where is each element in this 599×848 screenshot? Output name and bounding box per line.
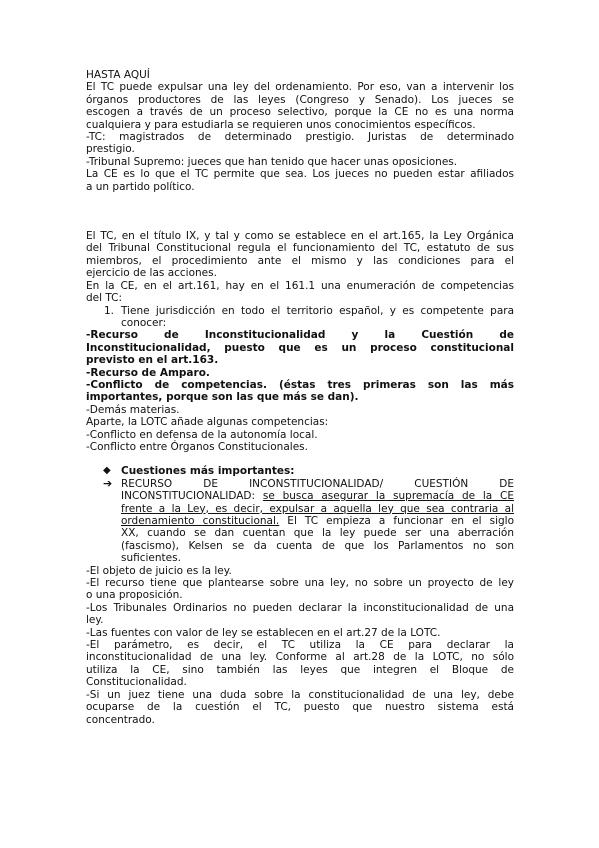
text-line: Constitucionalidad. bbox=[86, 676, 187, 689]
text-line: cualquiera y para estudiarla se requieren unos conocimientos específicos. bbox=[86, 118, 476, 131]
heading-hasta-aqui: HASTA AQUÍ bbox=[86, 69, 150, 81]
text-line: -Recurso de Inconstitucionalidad y la Cuestión de bbox=[86, 329, 514, 342]
text-line: RECURSO DE INCONSTITUCIONALIDAD/ CUESTIÓN DE bbox=[121, 477, 514, 490]
text-line bbox=[121, 490, 514, 502]
text-line: inconstitucionalidad de una ley. Conforme al art.28 de la LOTC, no sólo bbox=[86, 651, 514, 664]
text-line: Tiene jurisdicción en todo el territorio español, y es competente para bbox=[121, 304, 514, 317]
bullet-item-cuestiones bbox=[86, 465, 514, 477]
text-line: o una proposición. bbox=[86, 589, 183, 602]
paragraph-tc-expulsar bbox=[86, 81, 514, 131]
text-line: El TC puede expulsar una ley del ordenamiento. Por eso, van a intervenir los bbox=[86, 81, 514, 94]
text-line: miembros, el procedimiento ante el mismo y las condiciones para el bbox=[86, 254, 514, 267]
numbered-list-item bbox=[86, 305, 514, 330]
text-line: XX, cuando se dan cuentan que la ley puede ser una aberración bbox=[121, 527, 514, 540]
text-line: previsto en el art.163. bbox=[86, 354, 219, 367]
text-line: -Recurso de Amparo. bbox=[86, 366, 210, 379]
text-line: -Conflicto en defensa de la autonomía local. bbox=[86, 428, 318, 441]
underlined-text: se busca asegurar la supremacía de la CE bbox=[262, 490, 514, 503]
paragraph-titulo-ix bbox=[86, 230, 514, 280]
text-line: Cuestiones más importantes: bbox=[121, 465, 295, 478]
text-line bbox=[121, 515, 514, 527]
text-line: El TC, en el título IX, y tal y como se establece en el art.165, la Ley Orgánica bbox=[86, 230, 514, 243]
diamond-bullet-icon: ◆ bbox=[103, 465, 111, 477]
text-line: del TC: bbox=[86, 292, 123, 305]
text-line: -Demás materias. bbox=[86, 403, 180, 416]
text-line: -Conflicto de competencias. (éstas tres primeras son las más bbox=[86, 378, 514, 391]
text-line: (fascismo), Kelsen se da cuenta de que los Parlamentos no son bbox=[121, 539, 514, 552]
text-line: ejercicio de las acciones. bbox=[86, 267, 217, 280]
text-line: -El parámetro, es decir, el TC utiliza la CE para declarar la bbox=[86, 639, 514, 652]
text-line: suficientes. bbox=[121, 552, 181, 565]
text-line: Inconstitucionalidad, puesto que es un proceso constitucional bbox=[86, 341, 514, 354]
arrow-bullet-icon: ➔ bbox=[103, 476, 113, 490]
underlined-text: ordenamiento constitucional. bbox=[121, 515, 280, 527]
text-span: INCONSTITUCIONALIDAD: bbox=[121, 490, 263, 503]
text-line: La CE es lo que el TC permite que sea. Los jueces no pueden estar afiliados bbox=[86, 168, 514, 181]
text-line: En la CE, en el art.161, hay en el 161.1 una enumeración de competencias bbox=[86, 279, 514, 292]
underlined-text: frente a la Ley, es decir, expulsar a aquella ley que sea contraria al bbox=[121, 502, 514, 515]
text-line: -Conflicto entre Órganos Constitucionales. bbox=[86, 440, 308, 453]
spacer bbox=[86, 193, 514, 230]
text-line: a un partido político. bbox=[86, 180, 195, 193]
arrow-item-recurso bbox=[86, 478, 514, 565]
text-line: del Tribunal Constitucional regula el funcionamiento del TC, estatuto de sus bbox=[86, 242, 514, 255]
paragraph-parametro bbox=[86, 639, 514, 689]
text-line: prestigio. bbox=[86, 143, 135, 156]
text-line: -Si un juez tiene una duda sobre la constitucionalidad de una ley, debe bbox=[86, 688, 514, 701]
paragraph-juez bbox=[86, 689, 514, 726]
text-line: -TC: magistrados de determinado prestigio. Juristas de determinado bbox=[86, 131, 514, 144]
text-line: escogen a través de un proceso selectivo, porque la CE no es una norma bbox=[86, 106, 514, 119]
spacer bbox=[86, 453, 514, 465]
text-line: ocuparse de la cuestión el TC, puesto que nuestro sistema está bbox=[86, 701, 514, 714]
text-line: órganos productores de las leyes (Congreso y Senado). Los jueces se bbox=[86, 93, 514, 106]
text-line: concentrado. bbox=[86, 713, 155, 726]
text-line: utiliza la CE, sino también las leyes que integren el Bloque de bbox=[86, 663, 514, 676]
text-line: -Los Tribunales Ordinarios no pueden declarar la inconstitucionalidad de una bbox=[86, 601, 514, 614]
bold-recurso-inconstitucionalidad bbox=[86, 329, 514, 403]
text-line: -Las fuentes con valor de ley se establecen en el art.27 de la LOTC. bbox=[86, 626, 441, 639]
list-number: 1. bbox=[104, 304, 115, 317]
document-body bbox=[86, 69, 514, 726]
text-line: -El recurso tiene que plantearse sobre una ley, no sobre un proyecto de ley bbox=[86, 577, 514, 590]
text-line: Aparte, la LOTC añade algunas competencias: bbox=[86, 416, 329, 429]
text-line: importantes, porque son las que más se dan). bbox=[86, 391, 359, 404]
text-span: El TC empieza a funcionar en el siglo bbox=[279, 515, 515, 527]
text-line: -El objeto de juicio es la ley. bbox=[86, 564, 232, 577]
text-line: -Tribunal Supremo: jueces que han tenido que hacer unas oposiciones. bbox=[86, 155, 458, 168]
text-line: conocer: bbox=[121, 316, 167, 329]
text-line: ley. bbox=[86, 614, 104, 627]
